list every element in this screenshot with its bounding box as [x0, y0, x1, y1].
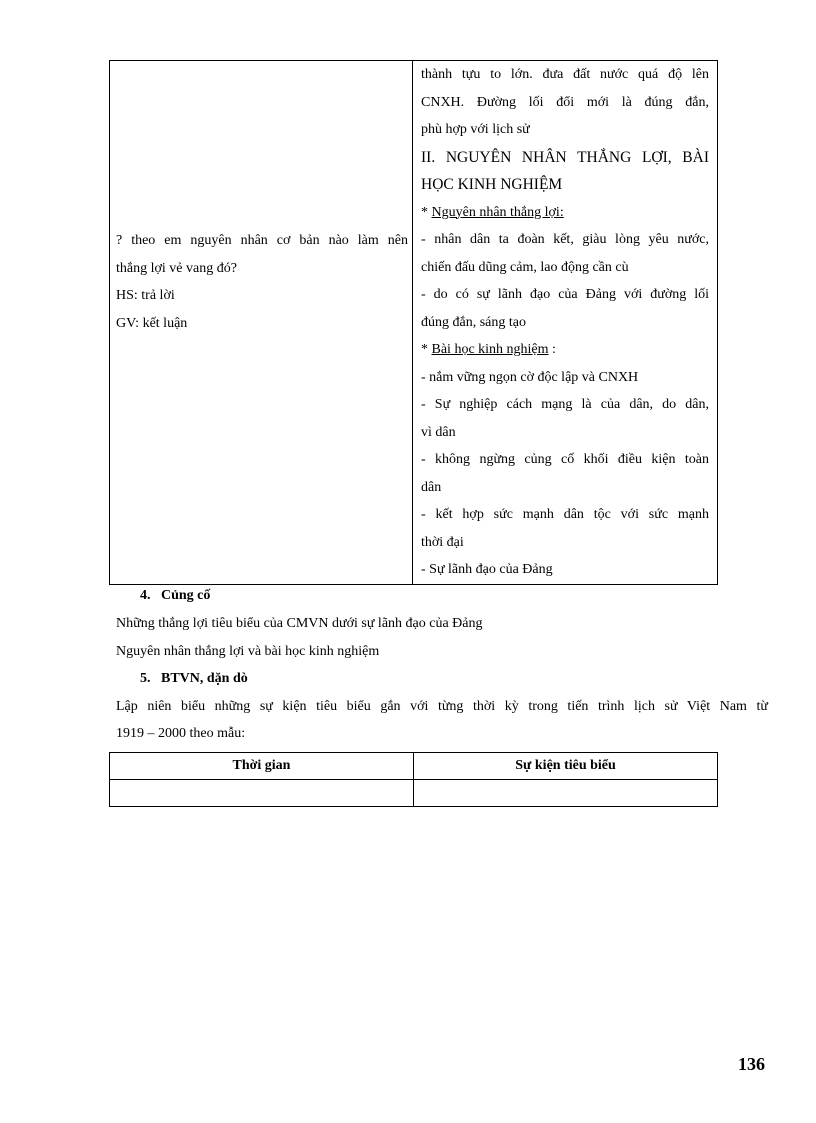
left-line: GV: kết luận — [116, 315, 188, 331]
colon: : — [548, 342, 556, 357]
teacher-student-activity-cell — [110, 61, 413, 585]
content-line: CNXH. Đường lối đổi mới là đúng đắn, — [421, 94, 709, 110]
content-line: - nắm vững ngọn cờ độc lập và CNXH — [421, 369, 639, 385]
table-row — [110, 780, 718, 807]
content-line: chiến đấu dũng cảm, lao động cần cù — [421, 259, 629, 275]
content-line: dân — [421, 479, 442, 495]
content-line: thành tựu to lớn. đưa đất nước quá độ lên — [421, 67, 709, 82]
left-line: ? theo em nguyên nhân cơ bản nào làm nên — [116, 233, 408, 248]
bullet-star: * — [421, 204, 432, 220]
content-line: - kết hợp sức mạnh dân tộc với sức mạnh — [421, 507, 709, 522]
content-line: phù hợp với lịch sử — [421, 122, 530, 137]
bullet-star: * — [421, 342, 432, 357]
section-heading: II. NGUYÊN NHÂN THẮNG LỢI, BÀI — [421, 148, 709, 166]
column-header-event: Sự kiện tiêu biểu — [414, 753, 718, 780]
content-line: - Sự nghiệp cách mạng là của dân, do dân, — [421, 397, 709, 412]
paragraph-line: 1919 – 2000 theo mẫu: — [116, 726, 246, 741]
content-line: thời đại — [421, 534, 464, 550]
lesson-table — [109, 60, 718, 585]
subheading-lessons — [421, 336, 709, 364]
timeline-template-table — [109, 752, 718, 807]
subheading-text: Nguyên nhân thắng lợi: — [431, 204, 564, 220]
content-line: - do có sự lãnh đạo của Đảng với đường lối — [421, 287, 709, 302]
section-number: 4. — [140, 588, 151, 603]
left-line: HS: trả lời — [116, 288, 175, 303]
table-header-row — [110, 753, 718, 780]
section-5-heading — [140, 671, 248, 687]
paragraph-line: Nguyên nhân thắng lợi và bài học kinh nghiệm — [116, 644, 380, 659]
content-line: - không ngừng củng cố khối điều kiện toàn — [421, 452, 709, 467]
paragraph-line: Những thắng lợi tiêu biểu của CMVN dưới sự lãnh đạo của Đảng — [116, 616, 483, 631]
paragraph-line: Lập niên biểu những sự kiện tiêu biểu gắn với từng thời kỳ trong tiến trình lịch sử Việt Nam từ — [116, 699, 768, 714]
section-number: 5. — [140, 671, 151, 686]
subheading-causes — [421, 199, 709, 227]
section-title: BTVN, dặn dò — [161, 671, 248, 686]
content-line: - nhân dân ta đoàn kết, giàu lòng yêu nước, — [421, 232, 709, 247]
table-cell — [110, 780, 414, 807]
section-title: Củng cố — [161, 588, 211, 603]
section-4-heading — [140, 588, 210, 604]
page-number: 136 — [738, 1054, 765, 1074]
content-line: đúng đắn, sáng tạo — [421, 314, 526, 330]
left-line: thắng lợi vẻ vang đó? — [116, 260, 237, 276]
content-line: - Sự lãnh đạo của Đảng — [421, 562, 553, 577]
content-line: vì dân — [421, 424, 456, 440]
content-cell — [413, 61, 718, 585]
column-header-time: Thời gian — [110, 753, 414, 780]
table-cell — [414, 780, 718, 807]
subheading-text: Bài học kinh nghiệm — [431, 342, 549, 357]
section-heading: HỌC KINH NGHIỆM — [421, 176, 563, 193]
